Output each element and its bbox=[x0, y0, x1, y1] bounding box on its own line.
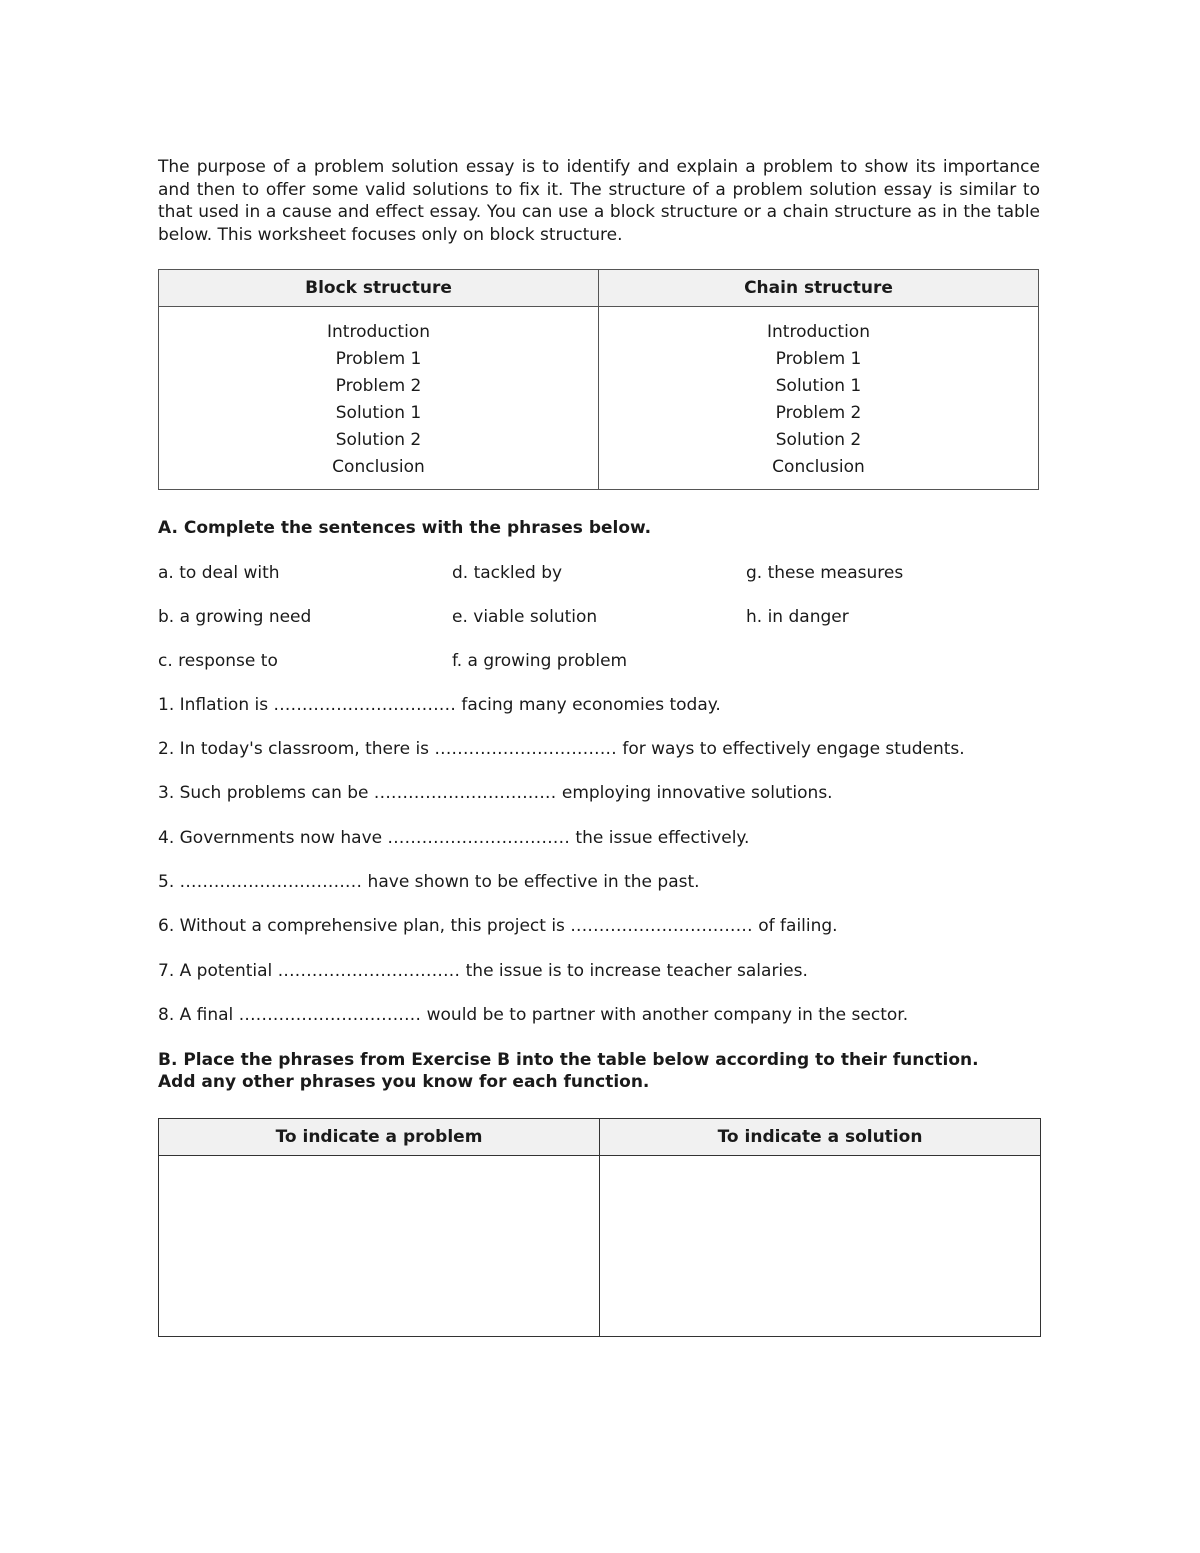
function-table bbox=[158, 1118, 1041, 1337]
phrase-bank bbox=[158, 562, 1040, 672]
sentence-8 bbox=[158, 1004, 1040, 1048]
section-b-title bbox=[158, 1049, 1040, 1094]
block-item: Problem 2 bbox=[335, 376, 422, 396]
chain-item: Problem 2 bbox=[775, 403, 862, 423]
answer-blank[interactable]: ................................ bbox=[238, 1005, 422, 1026]
sentence-6 bbox=[158, 915, 1040, 959]
answer-blank[interactable]: ................................ bbox=[570, 916, 753, 937]
sentence-text-before: 6. Without a comprehensive plan, this project is bbox=[158, 916, 571, 937]
sentence-text-before: 1. Inflation is bbox=[158, 694, 274, 715]
sentence-2 bbox=[158, 738, 1040, 782]
sentence-text-before: 3. Such problems can be bbox=[158, 783, 374, 804]
block-item: Solution 1 bbox=[335, 403, 422, 423]
sentence-text-after: of failing. bbox=[752, 916, 838, 937]
sentence-1 bbox=[158, 694, 1040, 738]
sentence-text-after: employing innovative solutions. bbox=[556, 783, 833, 804]
sentence-3 bbox=[158, 782, 1040, 826]
phrase-f: f. a growing problem bbox=[452, 650, 628, 671]
sentence-text-after: have shown to be effective in the past. bbox=[362, 872, 700, 893]
chain-item: Solution 1 bbox=[775, 376, 862, 396]
phrase-b: b. a growing need bbox=[158, 606, 312, 627]
chain-item: Problem 1 bbox=[775, 349, 862, 369]
section-b-title-line-1: B. Place the phrases from Exercise B into the table below according to their function. bbox=[158, 1049, 979, 1070]
header-block-structure: Block structure bbox=[159, 270, 599, 307]
sentence-text-before: 7. A potential bbox=[158, 960, 278, 981]
header-indicate-problem: To indicate a problem bbox=[159, 1118, 600, 1155]
answer-blank[interactable]: ................................ bbox=[373, 783, 557, 804]
sentence-text-before: 8. A final bbox=[158, 1005, 239, 1026]
sentence-4 bbox=[158, 827, 1040, 871]
answer-blank[interactable]: ................................ bbox=[273, 694, 457, 715]
sentence-7 bbox=[158, 960, 1040, 1004]
sentence-text-after: would be to partner with another company in the sector. bbox=[421, 1005, 909, 1026]
answer-blank[interactable]: ................................ bbox=[277, 960, 461, 981]
phrase-c: c. response to bbox=[158, 650, 278, 671]
intro-paragraph: The purpose of a problem solution essay is to identify and explain a problem to show its importance and then to offer some valid solutions to fix it. The structure of a problem solution essay is similar to that used in a cause and effect essay. You can use a block structure or a chain structure as in the table below. This worksheet focuses only on block structure. bbox=[158, 157, 1040, 245]
sentence-text-before: 4. Governments now have bbox=[158, 827, 388, 848]
sentence-list bbox=[158, 694, 1040, 1049]
phrase-d: d. tackled by bbox=[452, 562, 563, 583]
answer-blank[interactable]: ................................ bbox=[434, 738, 617, 759]
header-indicate-solution: To indicate a solution bbox=[600, 1118, 1041, 1155]
chain-item: Conclusion bbox=[772, 457, 865, 477]
phrase-a: a. to deal with bbox=[158, 562, 280, 583]
chain-item: Solution 2 bbox=[775, 430, 862, 450]
worksheet-page bbox=[158, 156, 1040, 1337]
section-a-title: A. Complete the sentences with the phrases below. bbox=[158, 518, 652, 538]
header-chain-structure: Chain structure bbox=[599, 270, 1039, 307]
sentence-text-before: 2. In today's classroom, there is bbox=[158, 738, 435, 759]
structure-table bbox=[158, 269, 1039, 490]
chain-structure-cell bbox=[599, 307, 1039, 490]
phrase-h: h. in danger bbox=[746, 606, 849, 627]
block-item: Problem 1 bbox=[335, 349, 422, 369]
block-structure-cell bbox=[159, 307, 599, 490]
section-b-title-line-2: Add any other phrases you know for each function. bbox=[158, 1072, 650, 1093]
sentence-5 bbox=[158, 871, 1040, 915]
phrase-g: g. these measures bbox=[746, 562, 904, 583]
chain-item: Introduction bbox=[767, 322, 870, 342]
sentence-text-after: facing many economies today. bbox=[456, 694, 721, 715]
sentence-text-after: for ways to effectively engage students. bbox=[616, 738, 965, 759]
solution-phrases-cell[interactable] bbox=[600, 1155, 1041, 1336]
phrase-empty bbox=[746, 650, 1040, 672]
sentence-text-before: 5. bbox=[158, 872, 180, 893]
sentence-text-after: the issue effectively. bbox=[570, 827, 750, 848]
sentence-text-after: the issue is to increase teacher salaries. bbox=[460, 960, 808, 981]
phrase-e: e. viable solution bbox=[452, 606, 598, 627]
answer-blank[interactable]: ................................ bbox=[179, 872, 363, 893]
block-item: Solution 2 bbox=[335, 430, 422, 450]
problem-phrases-cell[interactable] bbox=[159, 1155, 600, 1336]
block-item: Conclusion bbox=[332, 457, 425, 477]
block-item: Introduction bbox=[327, 322, 430, 342]
answer-blank[interactable]: ................................ bbox=[387, 827, 571, 848]
